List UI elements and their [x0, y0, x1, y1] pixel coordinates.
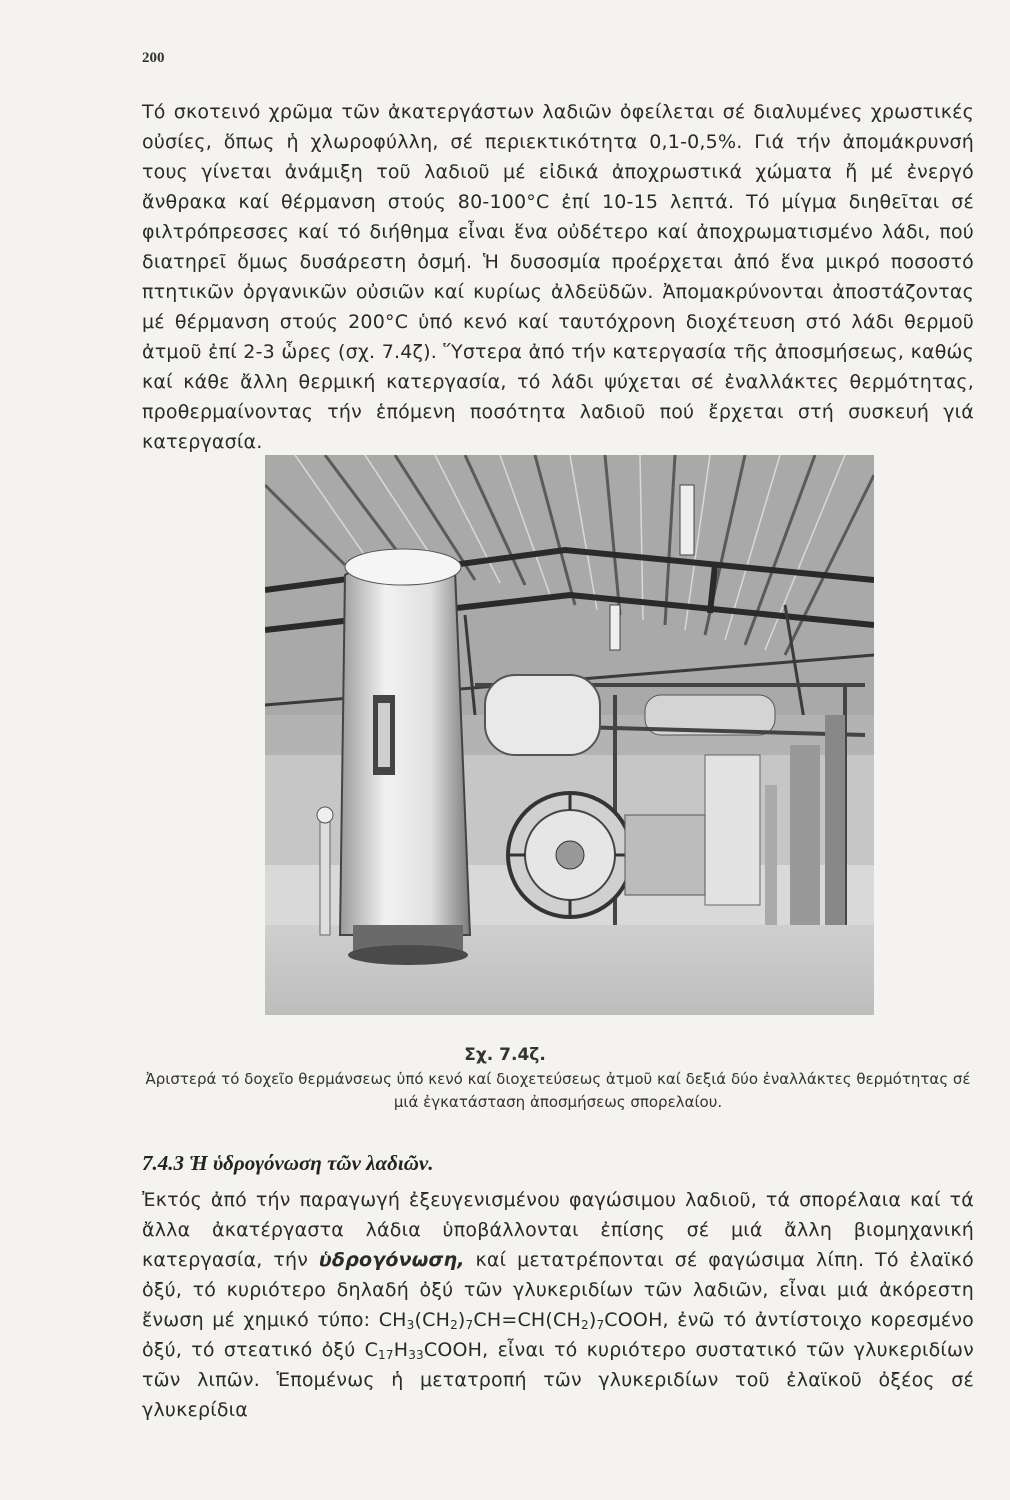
body-paragraph-hydrogenation	[142, 1185, 974, 1425]
section-heading: 7.4.3 Ἡ ὑδρογόνωση τῶν λαδιῶν.	[142, 1151, 434, 1175]
body-paragraph-deodorization: Τό σκοτεινό χρῶμα τῶν ἀκατεργάστων λαδιῶν ὀφείλεται σέ διαλυμένες χρωστικές οὐσίες, ὅπως ἡ χλωροφύλλη, σέ περιεκτικότητα 0,1-0,5%. Γιά τήν ἀπομάκρυνσή τους γίνεται ἀνάμιξη τοῦ λαδιοῦ μέ εἰδικά ἀποχρωστικά χώματα ἤ μέ ἐνεργό ἄνθρακα καί θέρμανση στούς 80-100°C ἐπί 10-15 λεπτά. Τό μίγμα διηθεῖται σέ φιλτρόπρεσσες καί τό διήθημα εἶναι ἕνα οὐδέτερο καί ἀποχρωματισμένο λάδι, πού διατηρεῖ ὅμως δυσάρεστη ὀσμή. Ἡ δυσοσμία προέρχεται ἀπό ἕνα μικρό ποσοστό πτητικῶν ὀργανικῶν οὐσιῶν καί κυρίως ἀλδεϋδῶν. Ἀπομακρύνονται ἀποστάζοντας μέ θέρμανση στούς 200°C ὑπό κενό καί ταυτόχρονη διοχέτευση στό λάδι θερμοῦ ἀτμοῦ ἐπί 2-3 ὧρες (σχ. 7.4ζ). Ὕστερα ἀπό τήν κατεργασία τῆς ἀποσμήσεως, καθώς καί κάθε ἄλλη θερμική κατεργασία, τό λάδι ψύχεται σέ ἐναλλάκτες θερμότητας, προθερμαίνοντας τήν ἑπόμενη ποσότητα λαδιοῦ πού ἔρχεται στή συσκευή γιά κατεργασία.	[142, 101, 974, 453]
key-term-hydrogenation: ὑδρογόνωση,	[318, 1249, 465, 1271]
paragraph-end: εἶναι τό κυριότερο συστατικό τῶν γλυκεριδίων τῶν λιπῶν. Ἑπομένως ἡ μετατροπή τῶν γλυκεριδίων τοῦ ἐλαϊκοῦ ὀξέος σέ γλυκερίδια	[142, 1339, 974, 1421]
paragraph-mid: ἐνῶ τό ἀντίστοιχο κορεσμένο ὀξύ, τό στεατικό ὀξύ	[142, 1309, 974, 1361]
paragraph-after-term: καί μετατρέπονται σέ φαγώσιμα λίπη. Τό ἐλαϊκό ὀξύ, τό κυριότερο δηλαδή ὀξύ τῶν γλυκεριδίων τῶν λαδιῶν, εἶναι μιά ἀκόρεστη ἔνωση μέ χημικό τύπο:	[142, 1249, 975, 1331]
paragraph-intro: Ἐκτός ἀπό τήν παραγωγή ἐξευγενισμένου φαγώσιμου λαδιοῦ, τά σπορέλαια καί τά ἄλλα ἀκατέργαστα λάδια ὑποβάλλονται ἐπίσης σέ μιά ἄλλη βιομηχανική κατεργασία, τήν	[142, 1189, 974, 1271]
figure-label: Σχ. 7.4ζ.	[464, 1045, 546, 1065]
page-number: 200	[142, 50, 165, 66]
formula-oleic-acid: $CH_3(CH_2)_7CH=CH(CH_2)_7COOH$,	[378, 1309, 669, 1332]
figure-photo-deodorization-plant	[265, 455, 874, 1015]
formula-stearic-acid: $C_{17}H_{33}COOH$,	[364, 1339, 489, 1362]
figure-caption: Ἀριστερά τό δοχεῖο θερμάνσεως ὑπό κενό καί διοχετεύσεως ἀτμοῦ καί δεξιά δύο ἐναλλάκτες θερμότητας σέ μιά ἐγκατάσταση ἀποσμήσεως σπορελαίου.	[145, 1070, 971, 1111]
